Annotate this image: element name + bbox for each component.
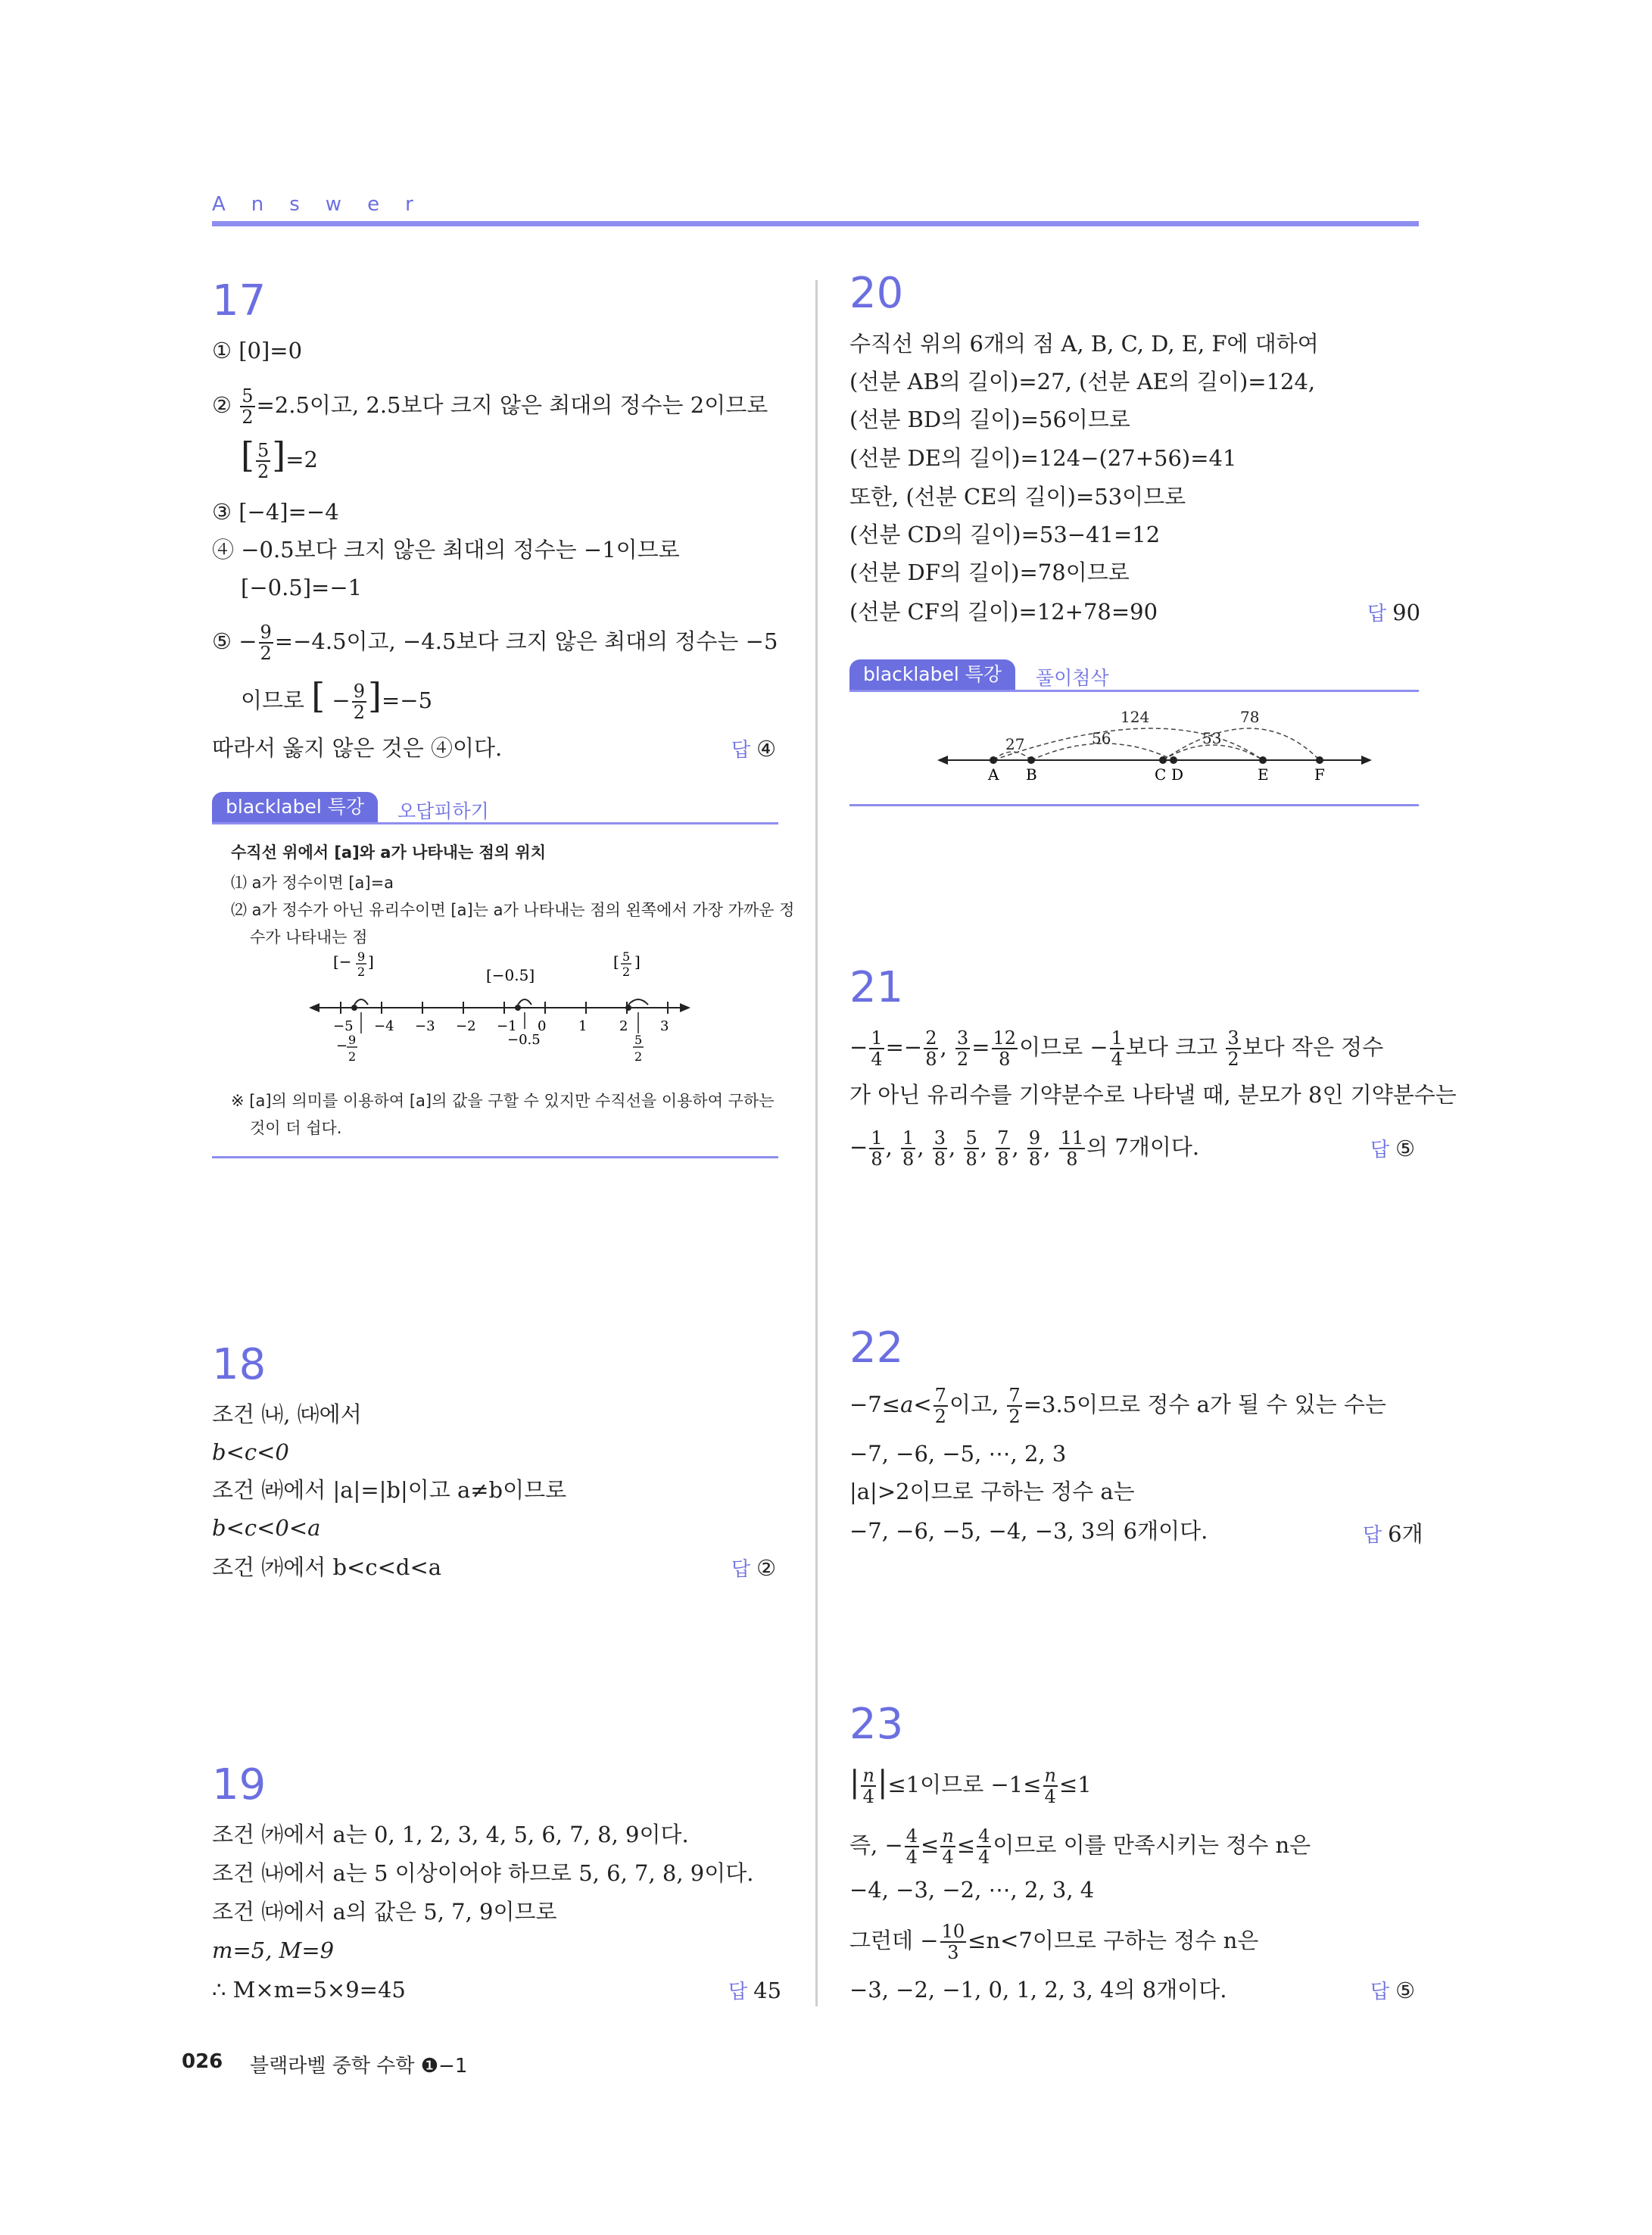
arc-label-53: 53 — [1202, 729, 1222, 747]
tick-label: −5 — [333, 1018, 354, 1034]
q17-line-7: ⑤ − $\frac{9}{2}$ =−4.5이고, −4.5보다 크지 않은 최대의 정수는 −5 — [212, 622, 778, 664]
svg-text:2: 2 — [622, 965, 631, 979]
arc-label-124: 124 — [1121, 708, 1150, 726]
q22-line-1: −7≤a< $\frac{7}{2}$ 이고, $\frac{7}{2}$ =3.5이므로 정수 a가 될 수 있는 수는 — [849, 1385, 1386, 1427]
svg-text:−: − — [336, 1038, 348, 1054]
question-number-22: 22 — [849, 1323, 904, 1373]
q23-line-5: −3, −2, −1, 0, 1, 2, 3, 4의 8개이다. — [849, 1977, 1227, 2003]
q19-line-3: 조건 ㈐에서 a의 값은 5, 7, 9이므로 — [212, 1899, 557, 1925]
tick-label: −3 — [415, 1018, 435, 1034]
question-number-23: 23 — [849, 1700, 904, 1749]
tick-label: −2 — [456, 1018, 476, 1034]
q21-line-1: − $\frac{1}{4}$ =− $\frac{2}{8}$ , $\frac{3}{2}$ = $\frac{12}{8}$ 이므로 − $\frac{1}{4}$ 보다 크고 $\frac{3}{2}$ 보다 작은 정수 — [849, 1027, 1384, 1070]
point-label-F: F — [1314, 765, 1325, 784]
q19-line-4: m=5, M=9 — [212, 1937, 335, 1963]
q17-line-6: [−0.5]=−1 — [241, 575, 363, 600]
q22-line-2: −7, −6, −5, ⋯, 2, 3 — [849, 1441, 1067, 1467]
q23-line-3: −4, −3, −2, ⋯, 2, 3, 4 — [849, 1877, 1095, 1903]
q18-line-2: b<c<0 — [212, 1439, 289, 1465]
tick-label: 0 — [538, 1018, 547, 1034]
q21-line-3: − $\frac{1}{8}$ , $\frac{1}{8}$ , $\frac{3}{8}$ , $\frac{5}{8}$ , $\frac{7}{8}$ , $\frac{9}{8}$ , $\frac{11}{8}$ 의 7개이다. — [849, 1127, 1200, 1170]
q17-bl-item-1: ⑴ a가 정수이면 [a]=a — [231, 874, 394, 892]
tick-label: 3 — [660, 1018, 669, 1034]
q23-line-1: | $\frac{n}{4}$ |≤1이므로 −1≤ $\frac{n}{4}$ ≤1 — [849, 1765, 1092, 1807]
question-number-20: 20 — [849, 269, 904, 318]
q17-bl-note-2: 것이 더 쉽다. — [250, 1119, 342, 1137]
svg-text:9: 9 — [357, 950, 366, 964]
q17-line-4: ③ [−4]=−4 — [212, 499, 339, 525]
point-label-B: B — [1026, 765, 1037, 784]
q22-answer: 답 6개 — [1363, 1521, 1423, 1547]
q17-line-9: 따라서 옳지 않은 것은 ④이다. — [212, 735, 503, 761]
page-number: 026 — [182, 2050, 223, 2073]
nl-top-label-3: [ — [613, 952, 619, 971]
q19-line-1: 조건 ㈎에서 a는 0, 1, 2, 3, 4, 5, 6, 7, 8, 9이다. — [212, 1822, 689, 1847]
q20-line-6: (선분 CD의 길이)=53−41=12 — [849, 522, 1161, 547]
q17-line-1: ① [0]=0 — [212, 338, 303, 363]
svg-text:2: 2 — [634, 1049, 643, 1064]
nl-top-label-1: [− — [333, 952, 352, 971]
point-C — [1159, 756, 1167, 764]
point-label-D: D — [1171, 765, 1184, 784]
q23-line-4: 그런데 − $\frac{10}{3}$ ≤n<7이므로 구하는 정수 n은 — [849, 1921, 1259, 1963]
question-number-17: 17 — [212, 276, 267, 326]
q18-line-3: 조건 ㈑에서 |a|=|b|이고 a≠b이므로 — [212, 1477, 567, 1503]
q20-blacklabel-rule — [849, 690, 1419, 692]
q20-line-3: (선분 BD의 길이)=56이므로 — [849, 407, 1130, 432]
arc-label-78: 78 — [1240, 708, 1260, 726]
q17-line-8: 이므로 [ − $\frac{9}{2}$ ]=−5 — [241, 675, 433, 723]
svg-text:2: 2 — [357, 965, 366, 979]
svg-text:]: ] — [634, 952, 641, 971]
point-B — [1027, 756, 1035, 764]
q21-line-2: 가 아닌 유리수를 기약분수로 나타낼 때, 분모가 8인 기약분수는 — [849, 1082, 1457, 1108]
svg-text:9: 9 — [348, 1033, 357, 1047]
column-divider — [815, 280, 818, 2006]
q20-line-8: (선분 CF의 길이)=12+78=90 — [849, 599, 1158, 625]
q20-line-7: (선분 DF의 길이)=78이므로 — [849, 560, 1130, 585]
arc-label-27: 27 — [1005, 735, 1025, 753]
q17-number-line — [303, 950, 697, 1079]
point-F — [1316, 756, 1323, 764]
q18-line-4: b<c<0<a — [212, 1515, 321, 1541]
q17-bl-item-2: ⑵ a가 정수가 아닌 유리수이면 [a]는 a가 나타내는 점의 왼쪽에서 가장 가까운 정 — [231, 901, 795, 919]
question-number-18: 18 — [212, 1340, 267, 1389]
tick-label: −1 — [497, 1018, 517, 1034]
tick-label: 2 — [619, 1018, 628, 1034]
tick-label: 1 — [578, 1018, 588, 1034]
question-number-21: 21 — [849, 963, 904, 1012]
q17-bl-note-1: ※ [a]의 의미를 이용하여 [a]의 값을 구할 수 있지만 수직선을 이용하여 구하는 — [231, 1092, 775, 1110]
q18-answer: 답 ② — [731, 1555, 777, 1581]
svg-text:2: 2 — [348, 1049, 357, 1064]
q19-line-5: ∴ M×m=5×9=45 — [212, 1977, 406, 2003]
q20-line-2: (선분 AB의 길이)=27, (선분 AE의 길이)=124, — [849, 369, 1316, 394]
q17-blacklabel-rule — [212, 822, 778, 824]
q17-line-5: ④ −0.5보다 크지 않은 최대의 정수는 −1이므로 — [212, 537, 680, 563]
point-label-A: A — [988, 765, 999, 784]
q20-line-4: (선분 DE의 길이)=124−(27+56)=41 — [849, 445, 1237, 471]
point-label-E: E — [1258, 765, 1269, 784]
svg-text:5: 5 — [622, 950, 631, 964]
section-header: Answer — [212, 193, 439, 216]
book-title: 블랙라벨 중학 수학 ❶−1 — [250, 2055, 468, 2078]
svg-text:]: ] — [368, 952, 374, 971]
q17-blacklabel-subtitle: 오답피하기 — [397, 800, 489, 822]
q17-line-3: [ $\frac{5}{2}$ ]=2 — [241, 435, 318, 482]
q23-answer: 답 ⑤ — [1370, 1978, 1416, 2003]
q21-answer: 답 ⑤ — [1370, 1136, 1416, 1161]
q20-line-5: 또한, (선분 CE의 길이)=53이므로 — [849, 484, 1186, 510]
q18-line-5: 조건 ㈎에서 b<c<d<a — [212, 1554, 442, 1580]
q20-blacklabel-bottom-rule — [849, 804, 1419, 806]
q17-line-2: ② $\frac{5}{2}$ =2.5이고, 2.5보다 크지 않은 최대의 정수는 2이므로 — [212, 385, 768, 428]
q23-line-2: 즉, − $\frac{4}{4}$ ≤ $\frac{n}{4}$ ≤ $\frac{4}{4}$ 이므로 이를 만족시키는 정수 n은 — [849, 1825, 1311, 1868]
question-number-19: 19 — [212, 1760, 267, 1810]
tick-label: −4 — [374, 1018, 394, 1034]
q17-blacklabel-bottom-rule — [212, 1156, 778, 1158]
q18-line-1: 조건 ㈏, ㈐에서 — [212, 1401, 362, 1427]
q17-blacklabel-tab: blacklabel 특강 — [212, 792, 378, 822]
q19-line-2: 조건 ㈏에서 a는 5 이상이어야 하므로 5, 6, 7, 8, 9이다. — [212, 1860, 754, 1886]
q20-answer: 답 90 — [1367, 600, 1421, 625]
q20-line-1: 수직선 위의 6개의 점 A, B, C, D, E, F에 대하여 — [849, 331, 1319, 357]
nl-top-label-2: [−0.5] — [486, 966, 535, 984]
q22-line-4: −7, −6, −5, −4, −3, 3의 6개이다. — [849, 1518, 1208, 1544]
point-D — [1170, 756, 1177, 764]
q22-line-3: |a|>2이므로 구하는 정수 a는 — [849, 1479, 1135, 1504]
point-label-C: C — [1155, 765, 1167, 784]
q19-answer: 답 45 — [728, 1978, 782, 2003]
q20-blacklabel-subtitle: 풀이첨삭 — [1036, 667, 1109, 689]
point-E — [1259, 756, 1267, 764]
header-rule — [212, 221, 1419, 226]
q20-number-line — [931, 704, 1378, 787]
nl-bottom-label-2: −0.5 — [507, 1032, 541, 1048]
q20-blacklabel-tab: blacklabel 특강 — [849, 659, 1015, 690]
arc-label-56: 56 — [1092, 729, 1111, 747]
svg-text:5: 5 — [634, 1033, 643, 1047]
q17-answer: 답 ④ — [731, 736, 777, 762]
q17-bl-item-2b: 수가 나타내는 점 — [250, 928, 368, 946]
point-A — [990, 756, 997, 764]
q17-bl-title: 수직선 위에서 [a]와 a가 나타내는 점의 위치 — [231, 843, 546, 862]
